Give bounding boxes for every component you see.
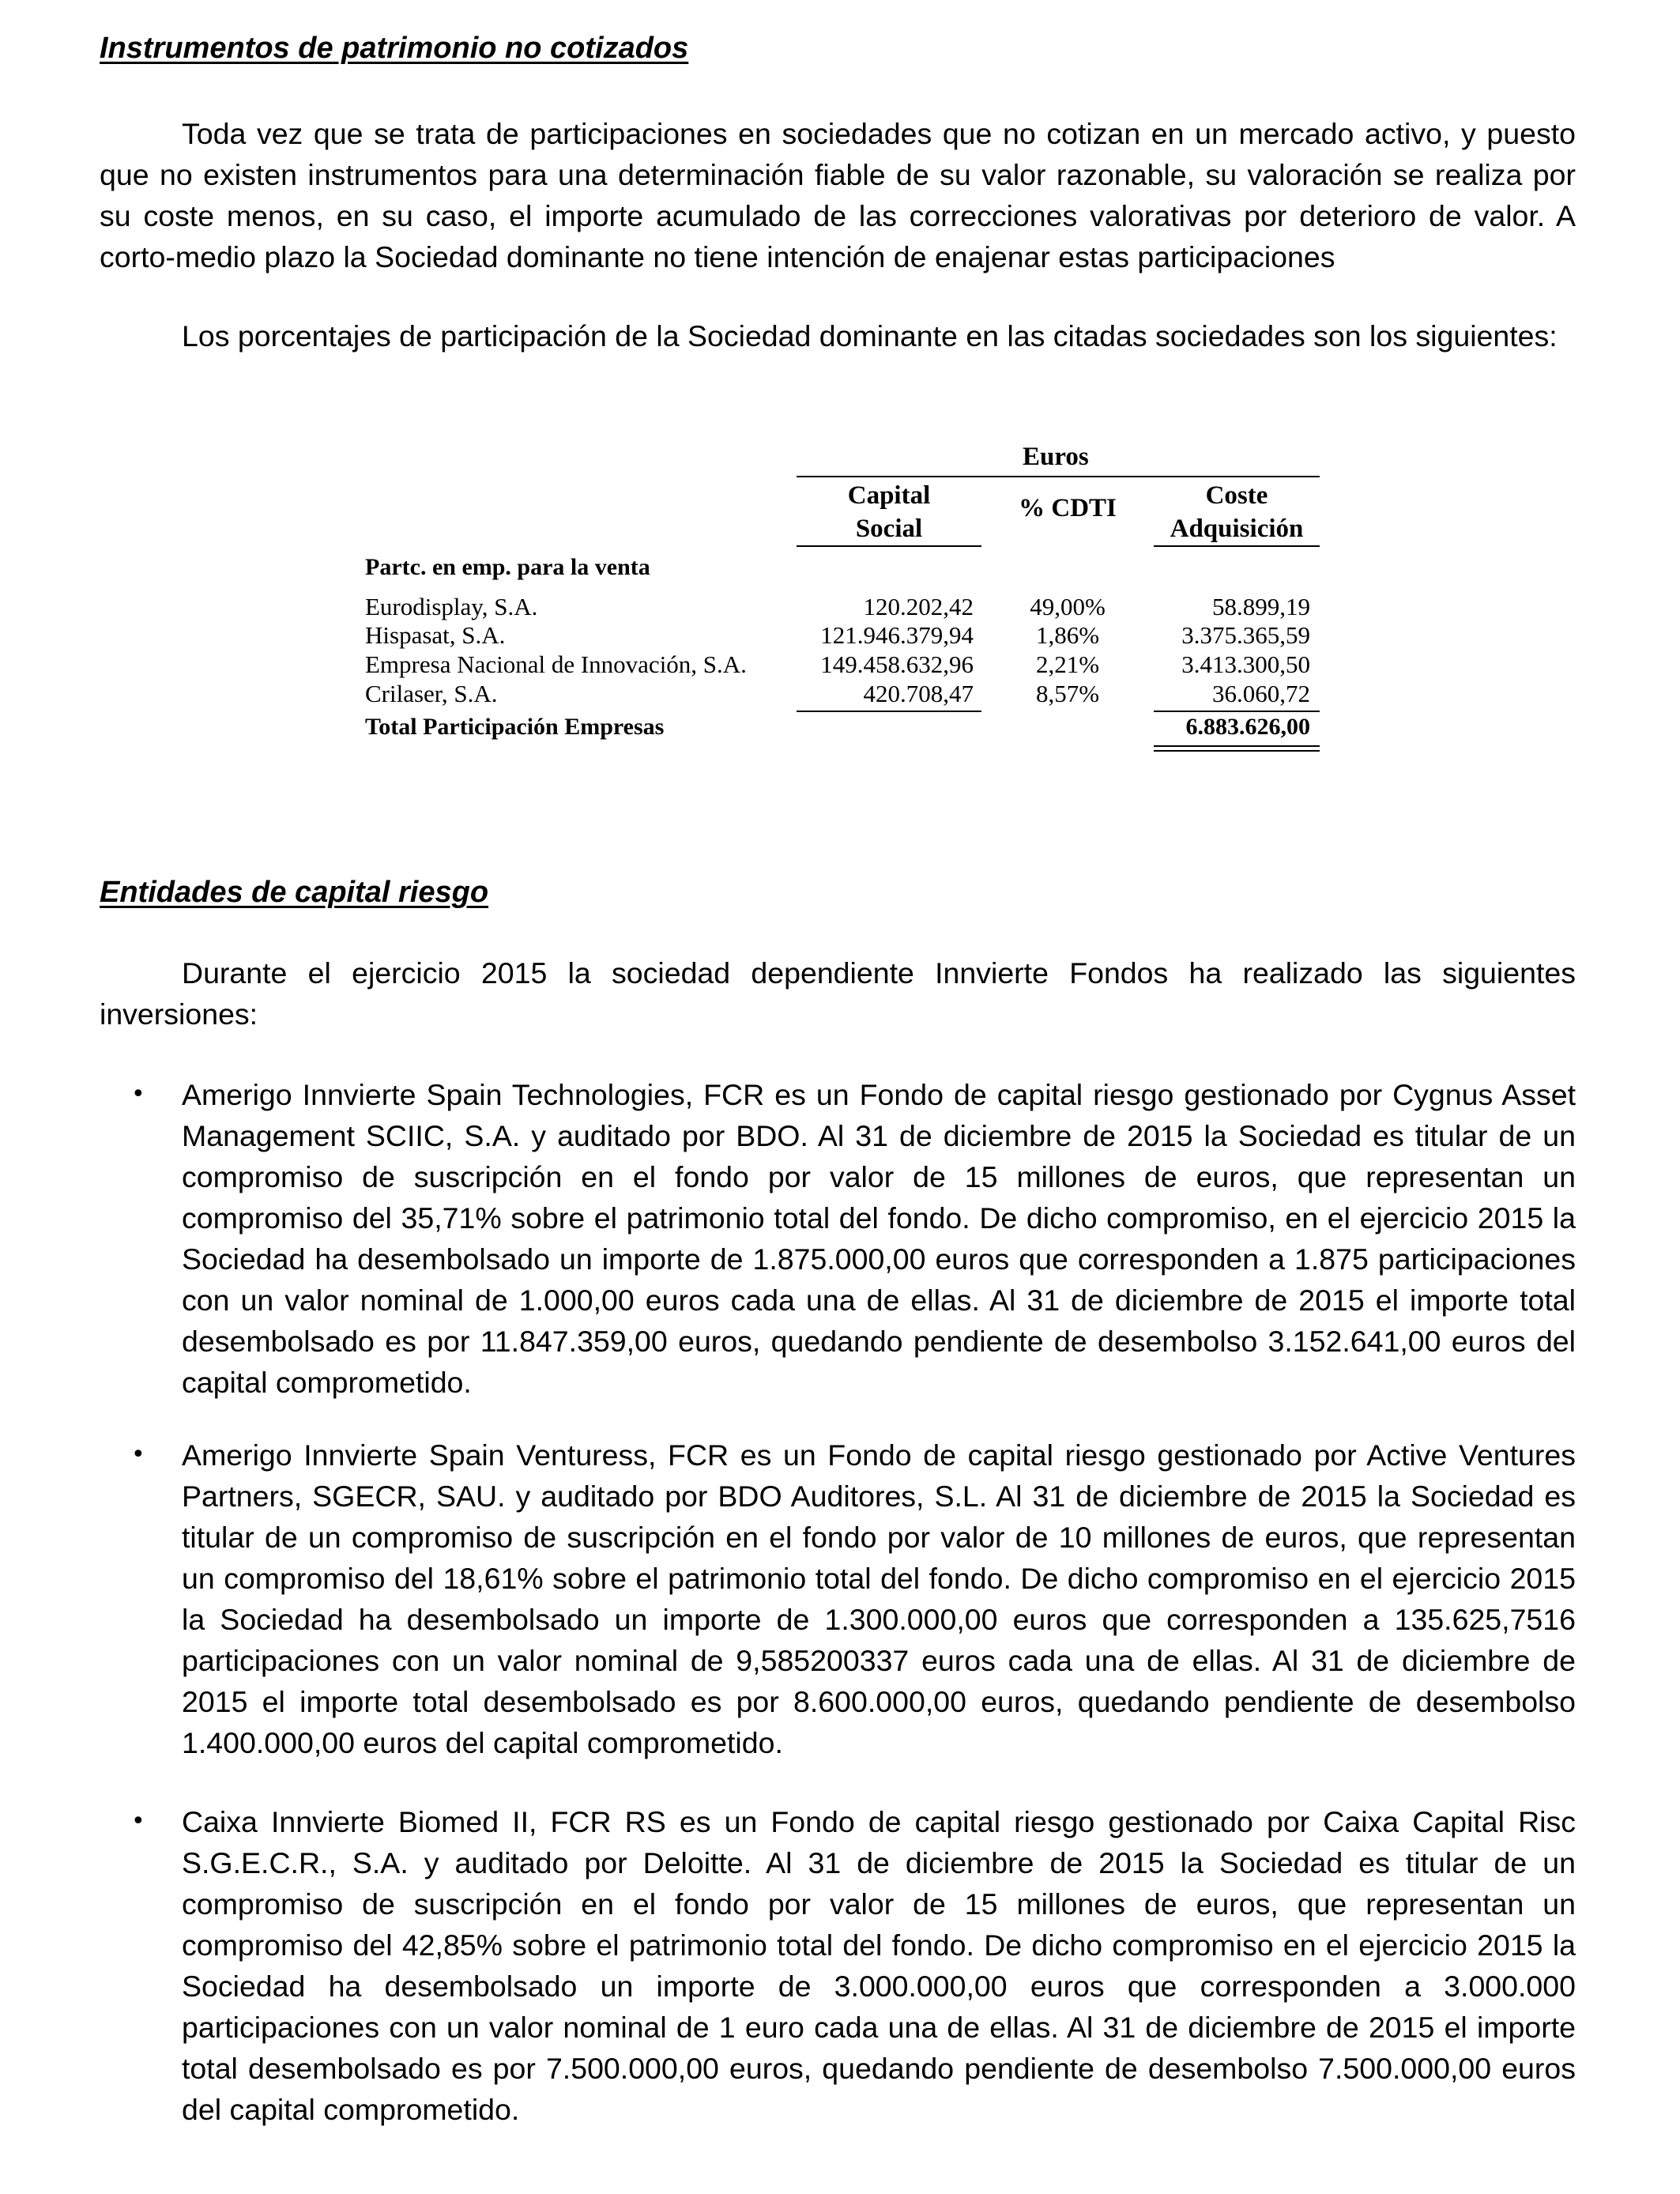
group-header-rule [797,476,1320,477]
capital-header-rule [797,545,981,547]
coste-total-rule [1154,711,1320,712]
list-item-text: Caixa Innvierte Biomed II, FCR RS es un Fondo de capital riesgo gestionado por Caixa Capital Risc S.G.E.C.R., S.A. y auditado por Deloitte. Al 31 de diciembre de 2015 la Sociedad es titular de un compromiso de suscripción en el fondo por valor de 15 millones de euros, que representan un compromiso del 42,85% sobre el patrimonio total del fondo. De dicho compromiso en el ejercicio 2015 la Sociedad ha desembolsado un importe de 3.000.000,00 euros que corresponden a 3.000.000 participaciones con un valor nominal de 1 euro cada una de ellas. Al 31 de diciembre de 2015 el importe total desembolsado es por 7.500.000,00 euros, quedando pendiente de desembolso 7.500.000,00 euros del capital comprometido. [182,1805,1576,2126]
capital-total-rule [797,711,981,712]
section-title-instrumentos: Instrumentos de patrimonio no cotizados [100,32,689,65]
paragraph-inversiones-intro: Durante el ejercicio 2015 la sociedad dependiente Innvierte Fondos ha realizado las siguientes inversiones: [100,956,1576,1031]
table-row-name: Crilaser, S.A. [365,680,498,707]
table-row-coste: 36.060,72 [1212,680,1310,707]
table-total-label: Total Participación Empresas [365,714,665,740]
table-row-cdti: 49,00% [1030,593,1106,620]
paragraph-valoracion: Toda vez que se trata de participaciones en sociedades que no cotizan en un mercado activo, y puesto que no existen instrumentos para una determinación fiable de su valor razonable, su valoración se realiza por su coste menos, en su caso, el importe acumulado de las correcciones valorativas por deterioro de valor. A corto-medio plazo la Sociedad dominante no tiene intención de enajenar estas participaciones [100,117,1576,273]
col-header-capital: Capital Social [847,481,931,543]
list-item-text: Amerigo Innvierte Spain Technologies, FCR es un Fondo de capital riesgo gestionado por Cygnus Asset Management SCIIC, S.A. y auditado por BDO. Al 31 de diciembre de 2015 la Sociedad es titular de un compromiso de suscripción en el fondo por valor de 15 millones de euros, que representan un compromiso del 35,71% sobre el patrimonio total del fondo. De dicho compromiso, en el ejercicio 2015 la Sociedad ha desembolsado un importe de 1.875.000,00 euros que corresponden a 1.875 participaciones con un valor nominal de 1.000,00 euros cada una de ellas. Al 31 de diciembre de 2015 el importe total desembolsado es por 11.847.359,00 euros, quedando pendiente de desembolso 3.152.641,00 euros del capital comprometido. [182,1078,1576,1399]
table-row-capital: 149.458.632,96 [820,650,974,678]
list-item [131,1801,1576,2130]
table-row-capital: 121.946.379,94 [820,621,974,649]
total-double-rule-top [1154,745,1320,747]
paragraph-porcentajes: Los porcentajes de participación de la Sociedad dominante en las citadas sociedades son los siguientes: [182,319,1558,352]
table-row-coste: 3.413.300,50 [1181,650,1310,678]
list-item-text: Amerigo Innvierte Spain Venturess, FCR es un Fondo de capital riesgo gestionado por Active Ventures Partners, SGECR, SAU. y auditado por BDO Auditores, S.L. Al 31 de diciembre de 2015 la Sociedad es titular de un compromiso de suscripción en el fondo por valor de 10 millones de euros, que representan un compromiso del 18,61% sobre el patrimonio total del fondo. De dicho compromiso en el ejercicio 2015 la Sociedad ha desembolsado un importe de 1.300.000,00 euros que corresponden a 135.625,7516 participaciones con un valor nominal de 9,585200337 euros cada una de ellas. Al 31 de diciembre de 2015 el importe total desembolsado es por 8.600.000,00 euros, quedando pendiente de desembolso 1.400.000,00 euros del capital comprometido. [182,1438,1576,1759]
table-row-coste: 58.899,19 [1212,593,1310,620]
table-row-cdti: 2,21% [1035,650,1100,678]
bullet-icon: • [131,1080,145,1108]
bullet-icon: • [131,1441,145,1468]
table-total-value: 6.883.626,00 [1185,714,1310,740]
table-section-label: Partc. en emp. para la venta [365,554,650,580]
coste-header-rule [1154,545,1320,547]
col-header-coste: Coste Adquisición [1170,481,1304,543]
table-row-name: Hispasat, S.A. [365,621,506,649]
section-title-capital-riesgo: Entidades de capital riesgo [100,876,489,909]
bullet-icon: • [131,1808,145,1835]
table-row-name: Empresa Nacional de Innovación, S.A. [365,650,747,678]
table-row-name: Eurodisplay, S.A. [365,593,538,620]
table-row-capital: 120.202,42 [863,593,974,620]
total-double-rule-bottom [1154,750,1320,752]
table-row-cdti: 8,57% [1035,680,1100,707]
table-row-cdti: 1,86% [1035,621,1100,649]
participaciones-table [0,0,1680,790]
list-item [131,1434,1576,1763]
table-row-coste: 3.375.365,59 [1181,621,1310,649]
list-item [131,1074,1576,1403]
table-group-header: Euros [1023,443,1089,471]
table-row-capital: 420.708,47 [863,680,974,707]
col-header-cdti: % CDTI [1019,494,1117,522]
